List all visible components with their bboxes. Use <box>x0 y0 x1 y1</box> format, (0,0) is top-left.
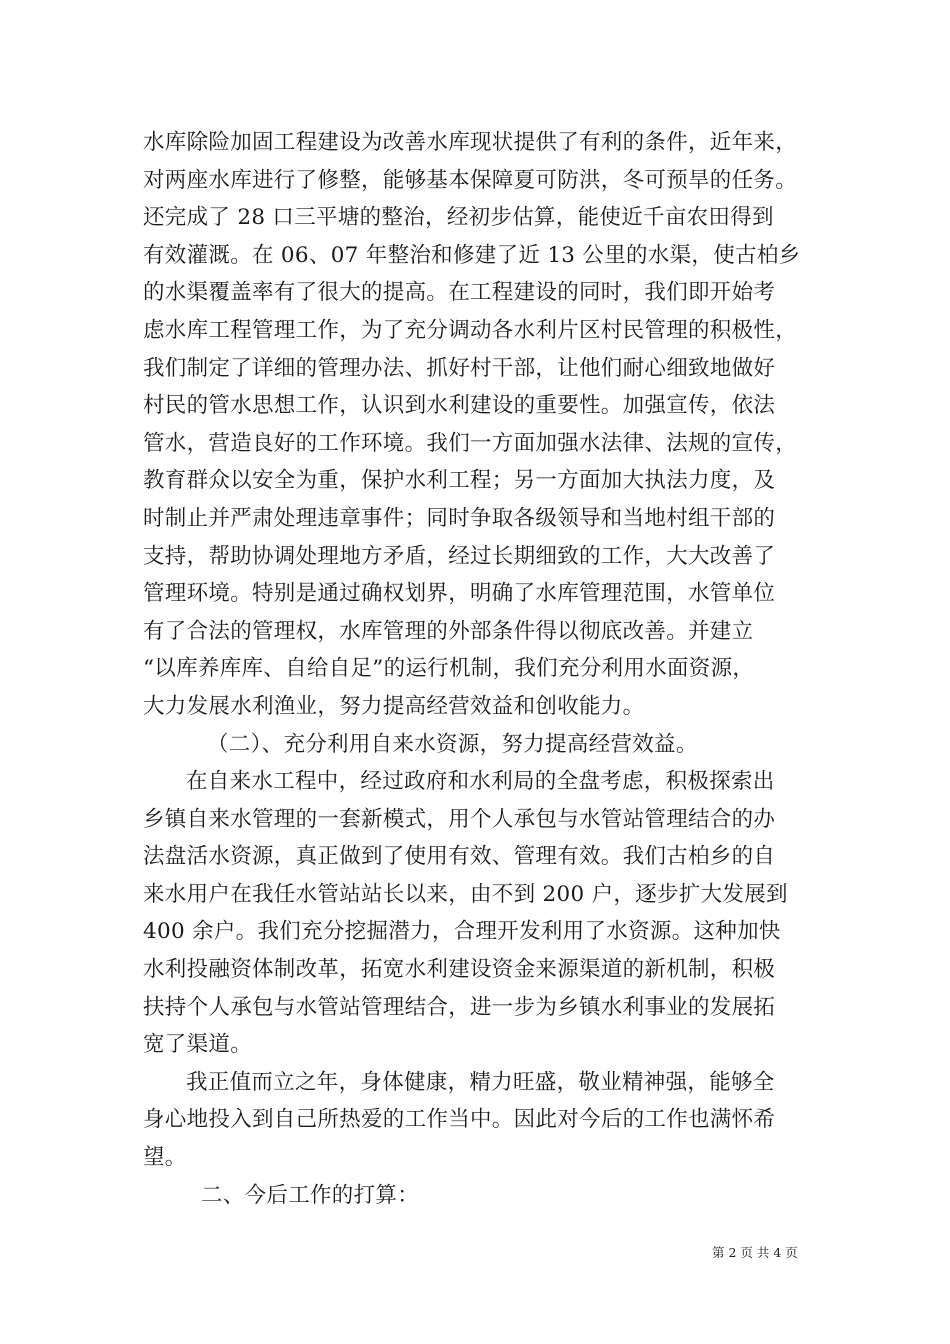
body-line: “以库养库库、自给自足”的运行机制，我们充分利用水面资源， <box>143 656 755 682</box>
section-heading: 二、今后工作的打算： <box>201 1182 420 1208</box>
paragraph-line: 在自来水工程中，经过政府和水利局的全盘考虑，积极探索出 <box>186 769 775 795</box>
body-line: 我们制定了详细的管理办法、抓好村干部，让他们耐心细致地做好 <box>143 355 776 381</box>
body-line: 有效灌溉。在 06、07 年整治和修建了近 13 公里的水渠，使古柏乡 <box>143 242 801 268</box>
page-number: 第 2 页 共 4 页 <box>712 1245 798 1260</box>
body-line: 教育群众以安全为重，保护水利工程；另一方面加大执法力度，及 <box>143 468 776 494</box>
document-body <box>143 124 818 1214</box>
body-line: 还完成了 28 口三平塘的整治，经初步估算，能使近千亩农田得到 <box>143 205 774 231</box>
body-line: 大力发展水利渔业，努力提高经营效益和创收能力。 <box>143 693 645 719</box>
paragraph-line: 来水用户在我任水管站站长以来，由不到 200 户，逐步扩大发展到 <box>143 881 788 907</box>
body-line: 管理环境。特别是通过确权划界，明确了水库管理范围，水管单位 <box>143 581 776 607</box>
paragraph-line: 我正值而立之年，身体健康，精力旺盛，敬业精神强，能够全 <box>186 1069 775 1095</box>
body-line: 对两座水库进行了修整，能够基本保障夏可防洪，冬可预旱的任务。 <box>143 167 798 193</box>
body-line: 管水，营造良好的工作环境。我们一方面加强水法律、法规的宣传， <box>143 430 798 456</box>
paragraph-line: 望。 <box>143 1145 187 1171</box>
paragraph-line: 扶持个人承包与水管站管理结合，进一步为乡镇水利事业的发展拓 <box>143 994 776 1020</box>
body-line: 虑水库工程管理工作，为了充分调动各水利片区村民管理的积极性， <box>143 317 798 343</box>
paragraph-line: 法盘活水资源，真正做到了使用有效、管理有效。我们古柏乡的自 <box>143 844 776 870</box>
paragraph-line: 身心地投入到自己所热爱的工作当中。因此对今后的工作也满怀希 <box>143 1107 776 1133</box>
body-line: 时制止并严肃处理违章事件；同时争取各级领导和当地村组干部的 <box>143 505 776 531</box>
body-line: 支持，帮助协调处理地方矛盾，经过长期细致的工作，大大改善了 <box>143 543 776 569</box>
paragraph-line: 乡镇自来水管理的一套新模式，用个人承包与水管站管理结合的办 <box>143 806 776 832</box>
subheading: （二）、充分利用自来水资源，努力提高经营效益。 <box>207 731 698 757</box>
body-line: 有了合法的管理权，水库管理的外部条件得以彻底改善。并建立 <box>143 618 754 644</box>
paragraph-line: 400 余户。我们充分挖掘潜力，合理开发利用了水资源。这种加快 <box>143 919 781 945</box>
paragraph-line: 水利投融资体制改革，拓宽水利建设资金来源渠道的新机制，积极 <box>143 957 776 983</box>
body-line: 的水渠覆盖率有了很大的提高。在工程建设的同时，我们即开始考 <box>143 280 776 306</box>
body-line: 水库除险加固工程建设为改善水库现状提供了有利的条件，近年来， <box>143 130 798 155</box>
paragraph-line: 宽了渠道。 <box>143 1032 253 1058</box>
body-line: 村民的管水思想工作，认识到水利建设的重要性。加强宣传，依法 <box>143 393 776 419</box>
